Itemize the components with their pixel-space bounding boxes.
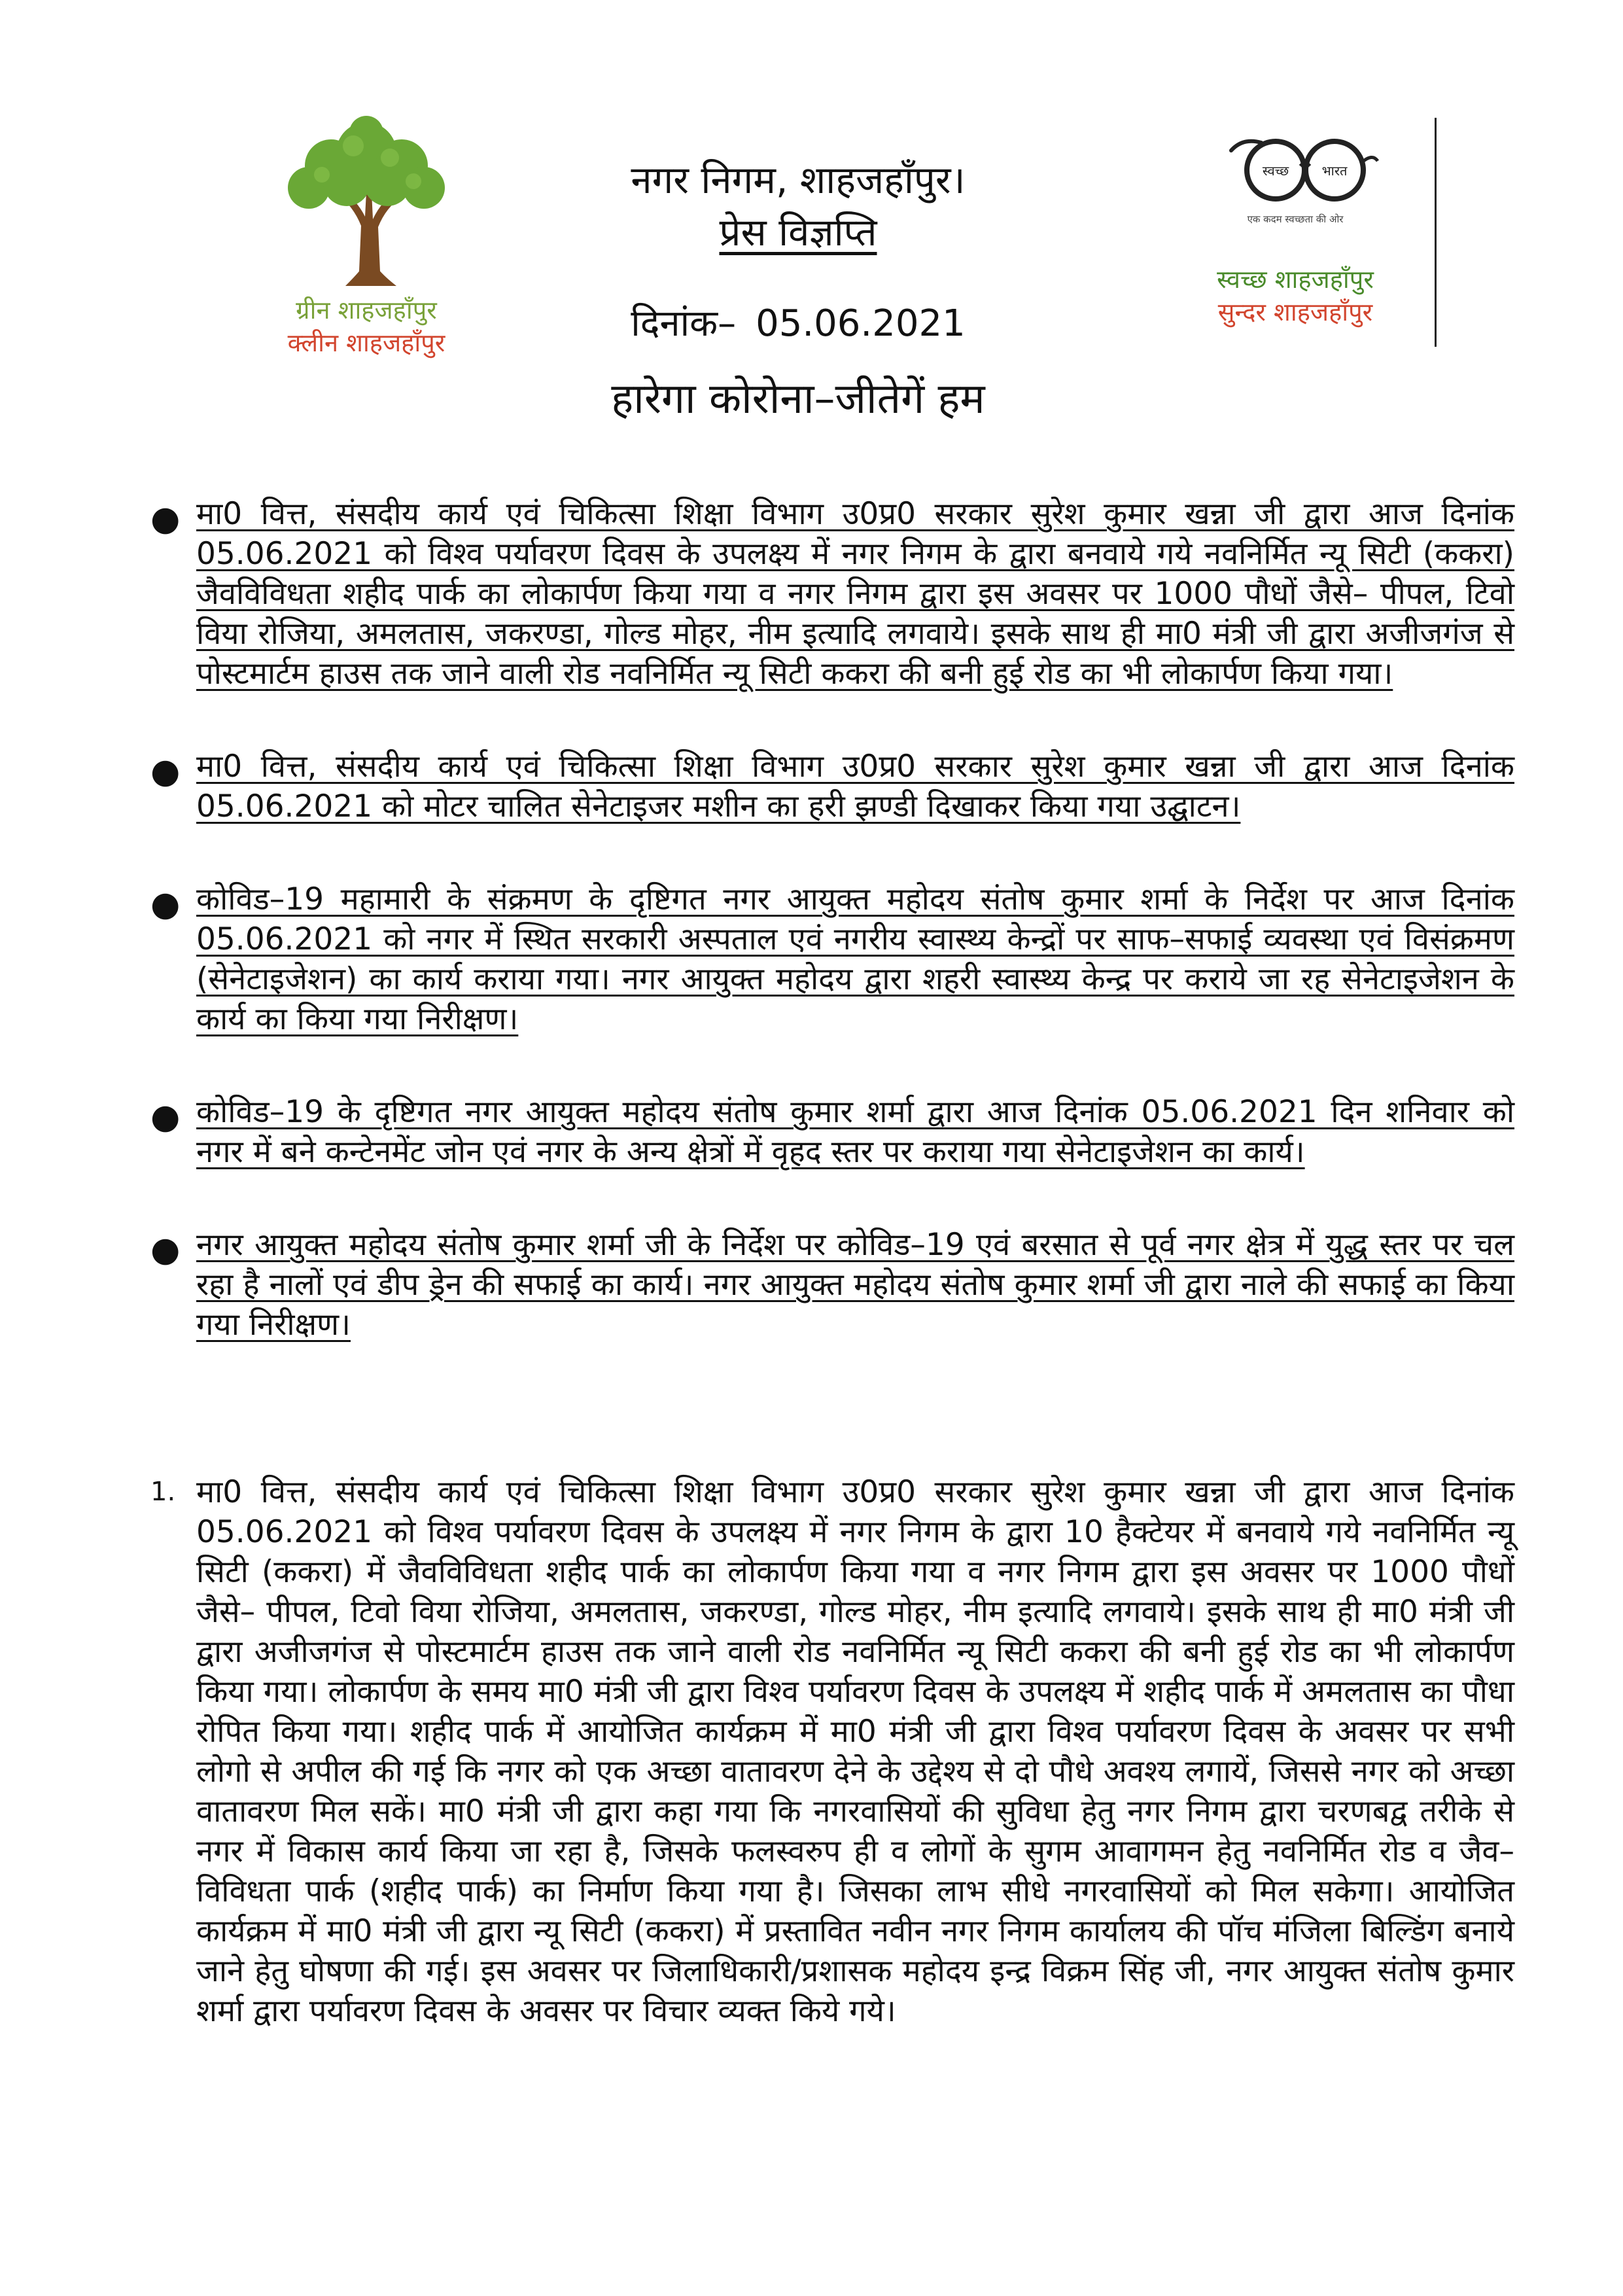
green-shahjahanpur-logo — [236, 115, 497, 363]
bullet-marker: ● — [150, 499, 181, 539]
numbered-text: मा0 वित्त, संसदीय कार्य एवं चिकित्सा शिक्षा विभाग उ0प्र0 सरकार सुरेश कुमार खन्ना जी द्वारा आज दिनांक 05.06.2021 को विश्व पर्यावरण दिवस के उपलक्ष्य में नगर निगम के द्वारा 10 हैक्टेयर में बनवाये गये नवनिर्मित न्यू सिटी (ककरा) में जैवविविधता शहीद पार्क का लोकार्पण किया गया व नगर निगम द्वारा इस अवसर पर 1000 पौधों जैसे– पीपल, टिवो विया रोजिया, अमलतास, जकरण्डा, गोल्ड मोहर, नीम इत्यादि लगवाये। इसके साथ ही मा0 मंत्री जी द्वारा अजीजगंज से पोस्टमार्टम हाउस तक जाने वाली रोड नवनिर्मित न्यू सिटी ककरा की बनी हुई रोड का भी लोकार्पण किया गया। लोकार्पण के समय मा0 मंत्री जी द्वारा विश्व पर्यावरण दिवस के उपलक्ष्य में शहीद पार्क में अमलतास का पौधा रोपित किया गया। शहीद पार्क में आयोजित कार्यक्रम में मा0 मंत्री जी द्वारा विश्व पर्यावरण दिवस के अवसर पर सभी लोगो से अपील की गई कि नगर को एक अच्छा वातावरण देने के उद्देश्य से दो पौधे अवश्य लगायें, जिससे नगर को अच्छा वातावरण मिल सकें। मा0 मंत्री जी द्वारा कहा गया कि नगरवासियों की सुविधा हेतु नगर निगम द्वारा चरणबद्व तरीके से नगर में विकास कार्य किया जा रहा है, जिसके फलस्वरुप ही व लोगों के सुगम आवागमन हेतु नवनिर्मित रोड व जैव–विविधता पार्क (शहीद पार्क) का निर्माण किया गया है। जिसका लाभ सीधे नगरवासियों को मिल सकेगा। आयोजित कार्यक्रम में मा0 मंत्री जी द्वारा न्यू सिटी (ककरा) में प्रस्तावित नवीन नगर निगम कार्यालय की पॉच मंजिला बिल्डिंग बनाये जाने हेतु घोषणा की गई। इस अवसर पर जिलाधिकारी/प्रशासक महोदय इन्द्र विक्रम सिंह जी, नगर आयुक्त संतोष कुमार शर्मा द्वारा पर्यावरण दिवस के अवसर पर विचार व्यक्त किये गये। — [196, 1474, 1514, 2029]
bullet-list — [150, 494, 1514, 1398]
date-value: 05.06.2021 — [756, 302, 966, 345]
bullet-item — [150, 1092, 1514, 1172]
bullet-text: कोविड–19 महामारी के संक्रमण के दृष्टिगत नगर आयुक्त महोदय संतोष कुमार शर्मा के निर्देश पर आज दिनांक 05.06.2021 को नगर में स्थित सरकारी अस्पताल एवं नगरीय स्वास्थ्य केन्द्रों पर साफ–सफाई व्यवस्था एवं विसंक्रमण (सेनेटाइजेशन) का कार्य कराया गया। नगर आयुक्त महोदय द्वारा शहरी स्वास्थ्य केन्द्र पर कराये जा रह सेनेटाइजेशन के कार्य का किया गया निरीक्षण। — [196, 881, 1514, 1037]
bullet-text: मा0 वित्त, संसदीय कार्य एवं चिकित्सा शिक्षा विभाग उ0प्र0 सरकार सुरेश कुमार खन्ना जी द्वारा आज दिनांक 05.06.2021 को मोटर चालित सेनेटाइजर मशीन का हरी झण्डी दिखाकर किया गया उद्घाटन। — [196, 749, 1514, 824]
bullet-text: मा0 वित्त, संसदीय कार्य एवं चिकित्सा शिक्षा विभाग उ0प्र0 सरकार सुरेश कुमार खन्ना जी द्वारा आज दिनांक 05.06.2021 को विश्व पर्यावरण दिवस के उपलक्ष्य में नगर निगम के द्वारा बनवाये गये नवनिर्मित न्यू सिटी (ककरा) जैवविविधता शहीद पार्क का लोकार्पण किया गया व नगर निगम द्वारा इस अवसर पर 1000 पौधों जैसे– पीपल, टिवो विया रोजिया, अमलतास, जकरण्डा, गोल्ड मोहर, नीम इत्यादि लगवाये। इसके साथ ही मा0 मंत्री जी द्वारा अजीजगंज से पोस्टमार्टम हाउस तक जाने वाली रोड नवनिर्मित न्यू सिटी ककरा की बनी हुई रोड का भी लोकार्पण किया गया। — [196, 496, 1514, 692]
logo-left-line1: ग्रीन शाहजहाँपुर — [296, 296, 437, 325]
numbered-item — [150, 1472, 1514, 2031]
date-label: दिनांक– — [631, 302, 737, 345]
bullet-marker: ● — [150, 752, 181, 791]
tree-icon — [275, 115, 458, 291]
gandhi-glasses-icon — [1223, 124, 1380, 216]
numbered-list — [150, 1472, 1514, 2031]
header-divider — [1435, 118, 1437, 347]
bullet-marker: ● — [150, 1097, 181, 1137]
header-block — [497, 154, 1099, 429]
bullet-marker: ● — [150, 1230, 181, 1269]
lens-right-text: भारत — [1321, 163, 1348, 179]
bullet-item — [150, 494, 1514, 694]
logo-right-tagline: एक कदम स्वच्छता की ओर — [1247, 213, 1344, 225]
lens-left-text: स्वच्छ — [1262, 163, 1289, 179]
bullet-item — [150, 879, 1514, 1039]
bullet-item — [150, 747, 1514, 826]
logo-right-line1: स्वच्छ शाहजहाँपुर — [1217, 265, 1374, 294]
logo-right-line2: सुन्दर शाहजहाँपुर — [1217, 298, 1373, 327]
swachh-bharat-logo — [1217, 124, 1439, 340]
bullet-item — [150, 1225, 1514, 1345]
bullet-text: नगर आयुक्त महोदय संतोष कुमार शर्मा जी के निर्देश पर कोविड–19 एवं बरसात से पूर्व नगर क्षेत्र में युद्ध स्तर पर चल रहा है नालों एवं डीप ड्रेन की सफाई का कार्य। नगर आयुक्त महोदय संतोष कुमार शर्मा जी द्वारा नाले की सफाई का किया गया निरीक्षण। — [196, 1227, 1514, 1343]
bullet-text: कोविड–19 के दृष्टिगत नगर आयुक्त महोदय संतोष कुमार शर्मा द्वारा आज दिनांक 05.06.2021 दिन शनिवार को नगर में बने कन्टेनमेंट जोन एवं नगर के अन्य क्षेत्रों में वृहद स्तर पर कराया गया सेनेटाइजेशन का कार्य। — [196, 1094, 1514, 1170]
doc-type: प्रेस विज्ञप्ति — [719, 210, 877, 255]
logo-left-line2: क्लीन शाहजहाँपुर — [287, 328, 445, 357]
bullet-marker: ● — [150, 885, 181, 924]
slogan: हारेगा कोरोना–जीतेगें हम — [611, 375, 985, 423]
number-marker: 1. — [150, 1477, 176, 1507]
org-title: नगर निगम, शाहजहाँपुर। — [631, 158, 966, 202]
date-line — [497, 298, 1099, 350]
